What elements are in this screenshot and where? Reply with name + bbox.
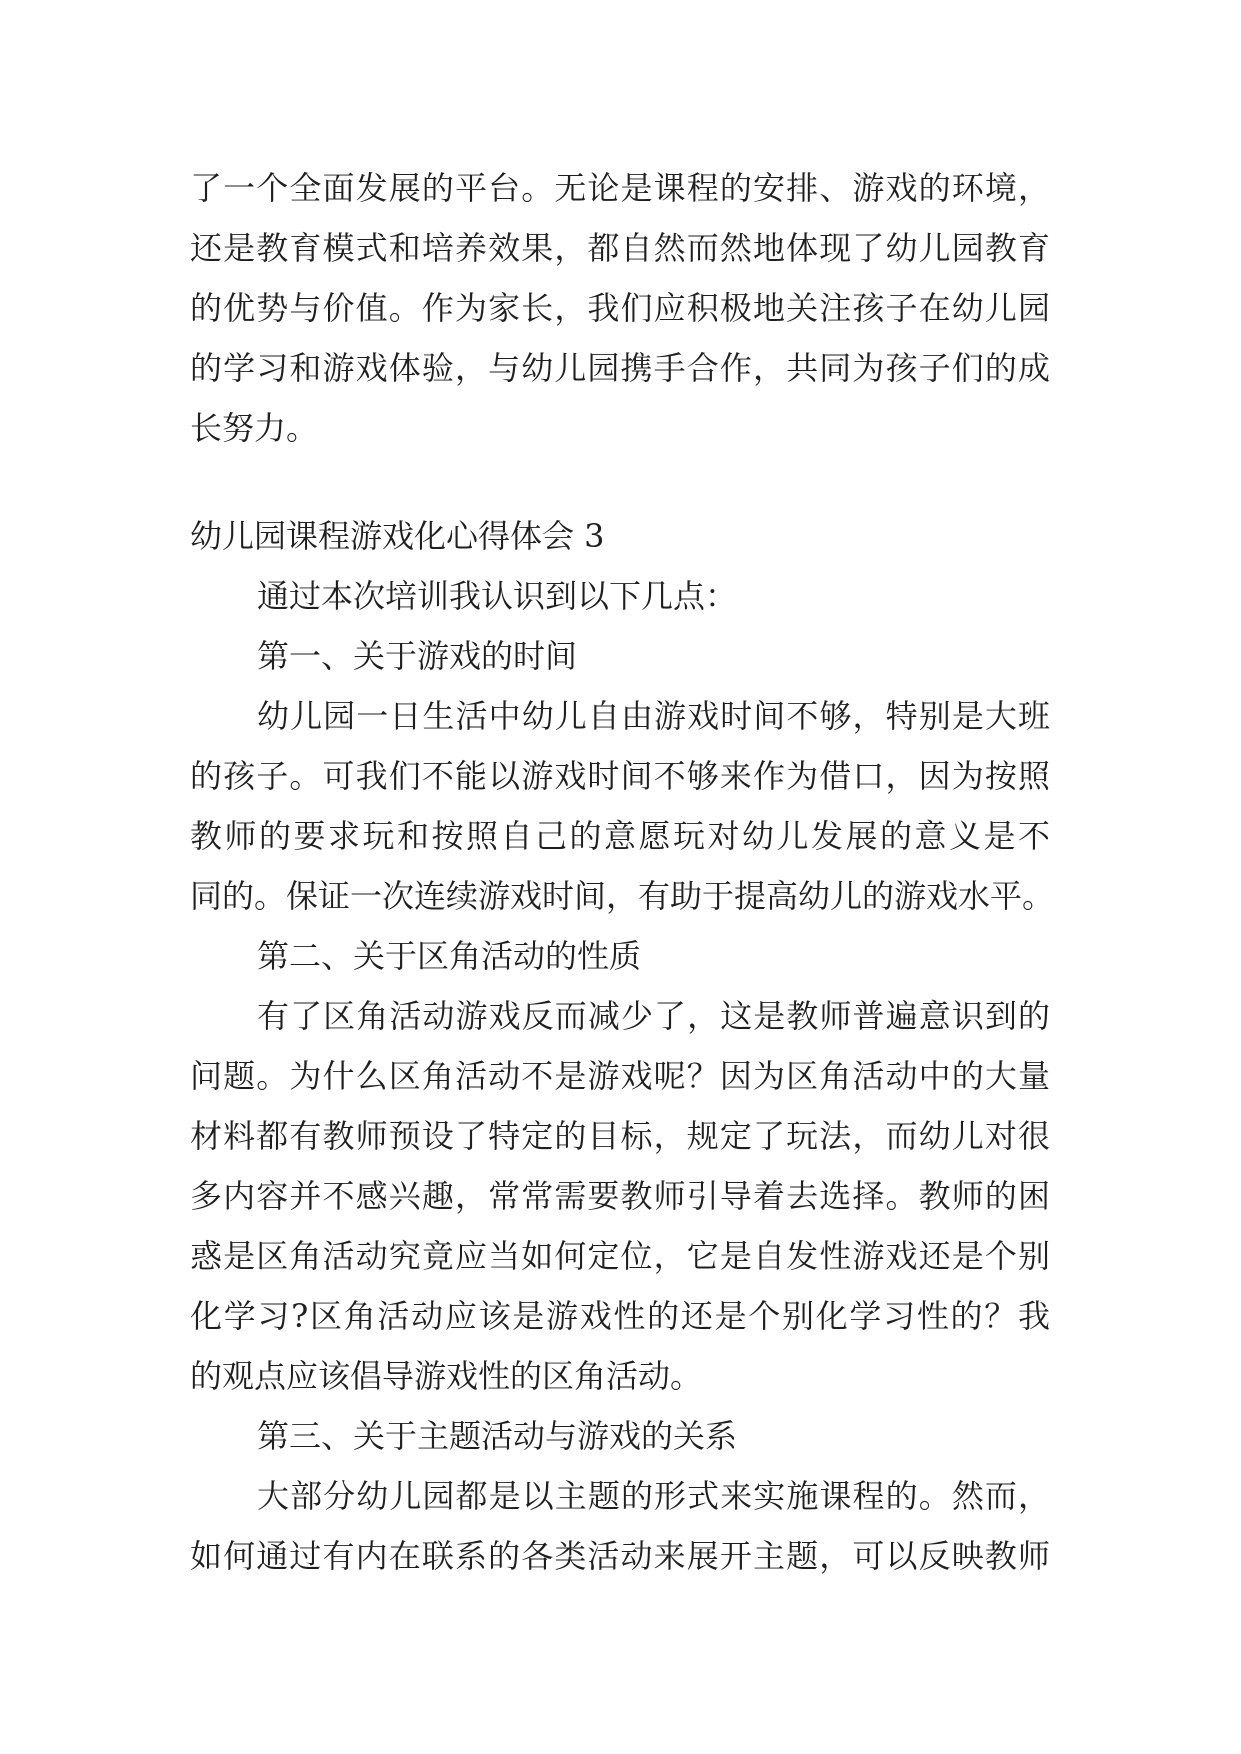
paragraph-line: 了一个全面发展的平台。无论是课程的安排、游戏的环境， bbox=[190, 169, 1050, 207]
section-heading: 第二、关于区角活动的性质 bbox=[257, 937, 642, 975]
paragraph-line: 有了区角活动游戏反而减少了，这是教师普遍意识到的 bbox=[257, 997, 1050, 1035]
paragraph-line: 多内容并不感兴趣，常常需要教师引导着去选择。教师的困 bbox=[190, 1177, 1050, 1215]
paragraph-line: 材料都有教师预设了特定的目标，规定了玩法，而幼儿对很 bbox=[190, 1117, 1050, 1155]
paragraph-line: 惑是区角活动究竟应当如何定位，它是自发性游戏还是个别 bbox=[190, 1237, 1050, 1275]
section-title: 幼儿园课程游戏化心得体会 3 bbox=[190, 517, 605, 555]
section-heading: 第一、关于游戏的时间 bbox=[257, 637, 578, 675]
paragraph-line: 长努力。 bbox=[190, 409, 319, 447]
paragraph-line: 的观点应该倡导游戏性的区角活动。 bbox=[190, 1357, 703, 1395]
paragraph-line: 还是教育模式和培养效果，都自然而然地体现了幼儿园教育 bbox=[190, 229, 1050, 267]
paragraph-line: 教师的要求玩和按照自己的意愿玩对幼儿发展的意义是不 bbox=[190, 817, 1050, 855]
paragraph-line: 化学习?区角活动应该是游戏性的还是个别化学习性的？我 bbox=[190, 1297, 1050, 1335]
paragraph-line: 同的。保证一次连续游戏时间，有助于提高幼儿的游戏水平。 bbox=[190, 877, 1055, 915]
paragraph-line: 通过本次培训我认识到以下几点： bbox=[257, 577, 738, 615]
paragraph-line: 大部分幼儿园都是以主题的形式来实施课程的。然而， bbox=[257, 1477, 1050, 1515]
paragraph-line: 问题。为什么区角活动不是游戏呢？因为区角活动中的大量 bbox=[190, 1057, 1050, 1095]
paragraph-line: 的学习和游戏体验，与幼儿园携手合作，共同为孩子们的成 bbox=[190, 349, 1050, 387]
paragraph-line: 如何通过有内在联系的各类活动来展开主题，可以反映教师 bbox=[190, 1537, 1050, 1575]
paragraph-line: 的优势与价值。作为家长，我们应积极地关注孩子在幼儿园 bbox=[190, 289, 1050, 327]
paragraph-line: 的孩子。可我们不能以游戏时间不够来作为借口，因为按照 bbox=[190, 757, 1050, 795]
paragraph-line: 幼儿园一日生活中幼儿自由游戏时间不够，特别是大班 bbox=[257, 697, 1050, 735]
section-heading: 第三、关于主题活动与游戏的关系 bbox=[257, 1417, 738, 1455]
